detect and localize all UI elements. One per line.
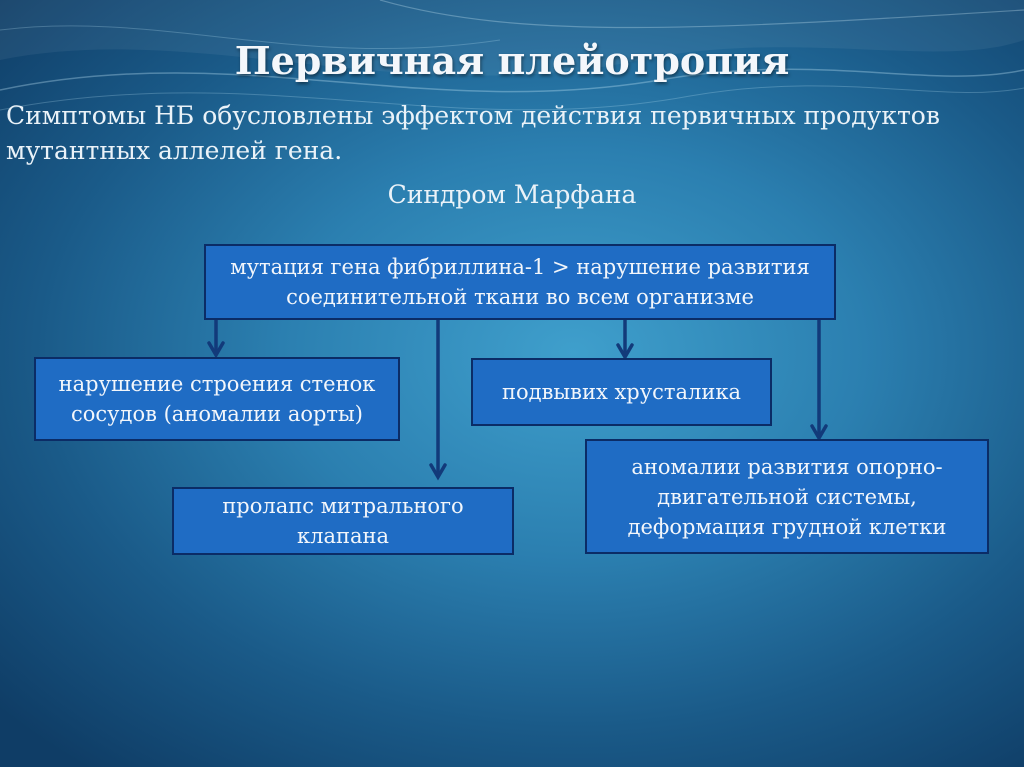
effect-box-lens [471,358,772,426]
intro-text: Симптомы НБ обусловлены эффектом действия первичных продуктов мутантных аллелей гена. [6,101,940,165]
effect-box-mitral [172,487,514,555]
effect-vessels-text: нарушение строения стенок сосудов (аномалии аорты) [58,372,376,426]
root-cause-text: мутация гена фибриллина-1 > нарушение развития соединительной ткани во всем организме [230,255,810,309]
effect-box-skeleton [585,439,989,554]
effect-mitral-text: пролапс митрального клапана [222,494,464,548]
effect-skeleton-text: аномалии развития опорно- двигательной системы, деформация грудной клетки [627,454,947,539]
root-cause-box [204,244,836,320]
effect-box-vessels [34,357,400,441]
diagram-subtitle: Синдром Марфана [387,180,637,209]
effect-lens-text: подвывих хрусталика [502,380,741,404]
slide-title: Первичная плейотропия [234,38,790,83]
